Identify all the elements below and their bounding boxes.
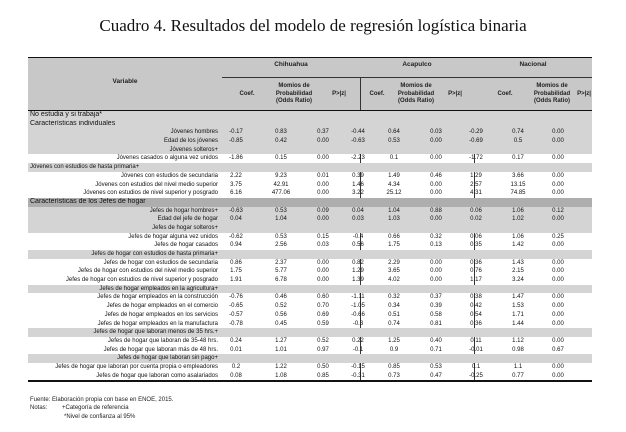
row-label: Jefes de hogar empleados en la manufactura bbox=[97, 320, 218, 327]
odds-cell: 0.98 bbox=[512, 346, 524, 353]
odds-cell: 6.78 bbox=[275, 277, 287, 284]
coef-cell: 0.06 bbox=[470, 207, 482, 214]
table-row bbox=[28, 154, 592, 163]
group-rule bbox=[360, 77, 474, 78]
row-label: Jóvenes con estudios de hasta primaria+ bbox=[30, 164, 140, 171]
odds-cell: 1.43 bbox=[512, 259, 524, 266]
row-label: Jóvenes con estudios de nivel superior y posgrado bbox=[83, 190, 218, 197]
row-label: Jefes de hogar que laboran de 35-48 hrs. bbox=[107, 337, 218, 344]
odds-cell: 2.37 bbox=[275, 259, 287, 266]
p-cell: 0.01 bbox=[317, 172, 329, 179]
odds-header bbox=[268, 83, 320, 106]
odds-cell: 0.52 bbox=[275, 303, 287, 310]
odds-header-line: (Odds Ratio) bbox=[276, 98, 312, 104]
odds-cell: 1.71 bbox=[512, 311, 524, 318]
row-label: Jefes de hogar con estudios de hasta primaria+ bbox=[91, 251, 218, 257]
odds-cell: 0.53 bbox=[275, 207, 287, 214]
p-cell: 0.00 bbox=[552, 181, 564, 188]
group-nacional bbox=[474, 58, 592, 110]
p-cell: 0.12 bbox=[552, 207, 564, 214]
odds-cell: 0.34 bbox=[388, 303, 400, 310]
table-row bbox=[28, 328, 592, 337]
p-cell: 0.00 bbox=[430, 277, 442, 284]
group-name: Chihuahua bbox=[274, 61, 308, 68]
coef-cell: -0.15 bbox=[351, 363, 365, 370]
table-row bbox=[28, 146, 592, 155]
p-cell: 0.00 bbox=[552, 242, 564, 249]
coef-cell: -0.62 bbox=[229, 233, 243, 240]
p-cell: 0.32 bbox=[430, 233, 442, 240]
odds-cell: 2.56 bbox=[275, 242, 287, 249]
p-cell: 0.03 bbox=[430, 129, 442, 136]
p-cell: 0.00 bbox=[430, 155, 442, 162]
table-row bbox=[28, 207, 592, 216]
odds-header bbox=[390, 83, 442, 106]
odds-cell: 74.85 bbox=[510, 190, 526, 197]
row-label: Jóvenes hombres bbox=[170, 129, 218, 136]
odds-cell: 1.1 bbox=[513, 363, 523, 370]
p-cell: 0.00 bbox=[552, 372, 564, 379]
coef-cell: 0.08 bbox=[230, 372, 242, 379]
p-cell: 0.15 bbox=[317, 233, 329, 240]
table-row bbox=[28, 354, 592, 363]
odds-cell: 1.22 bbox=[275, 363, 287, 370]
table-row bbox=[28, 250, 592, 259]
coef-cell: 0.36 bbox=[470, 320, 482, 327]
odds-cell: 1.03 bbox=[388, 216, 400, 223]
table-row bbox=[28, 224, 592, 233]
source-note: Fuente: Elaboración propia con base en ENOE, 2015. bbox=[30, 397, 174, 403]
p-cell: 0.00 bbox=[552, 320, 564, 327]
row-label: Jefes de hogar empleados en el comercio bbox=[106, 303, 218, 310]
coef-cell: 1.17 bbox=[470, 277, 482, 284]
coef-cell: 0.01 bbox=[230, 346, 242, 353]
coef-cell: 0.03 bbox=[352, 216, 364, 223]
row-label: Jefes de hogar solteros+ bbox=[152, 224, 218, 231]
row-label: Jóvenes solteros+ bbox=[169, 146, 218, 153]
group-rule bbox=[474, 77, 592, 78]
p-cell: 0.97 bbox=[317, 346, 329, 353]
notes-label: Notas: bbox=[30, 405, 48, 411]
coef-cell: 0.36 bbox=[470, 259, 482, 266]
p-cell: 0.00 bbox=[430, 216, 442, 223]
coef-cell: 6.16 bbox=[230, 190, 242, 197]
table-row bbox=[28, 276, 592, 285]
coef-header: Coef. bbox=[497, 91, 513, 97]
odds-cell: 2.15 bbox=[512, 268, 524, 275]
p-cell: 0.59 bbox=[317, 320, 329, 327]
p-cell: 0.00 bbox=[552, 268, 564, 275]
row-label: Jefes de hogar empleados en la construcción bbox=[97, 294, 218, 301]
p-cell: 0.00 bbox=[317, 181, 329, 188]
coef-cell: -0.44 bbox=[351, 129, 365, 136]
table-row bbox=[28, 137, 592, 146]
group-name: Acapulco bbox=[402, 61, 432, 68]
odds-cell: 1.47 bbox=[512, 294, 524, 301]
coef-cell: -0.66 bbox=[351, 311, 365, 318]
odds-cell: 0.66 bbox=[388, 233, 400, 240]
coef-cell: 0.86 bbox=[230, 259, 242, 266]
table-row bbox=[28, 363, 592, 372]
odds-cell: 1.08 bbox=[275, 372, 287, 379]
row-label: Jefes de hogar casados bbox=[154, 242, 218, 249]
odds-cell: 1.25 bbox=[388, 337, 400, 344]
p-cell: 0.00 bbox=[552, 138, 564, 145]
odds-cell: 1.01 bbox=[275, 346, 287, 353]
coef-cell: -0.01 bbox=[469, 346, 483, 353]
p-cell: 0.00 bbox=[317, 216, 329, 223]
odds-cell: 0.46 bbox=[275, 294, 287, 301]
p-cell: 0.00 bbox=[552, 277, 564, 284]
coef-cell: -0.69 bbox=[469, 138, 483, 145]
note-reference-category: +Categoría de referencia bbox=[62, 405, 129, 411]
table-row bbox=[28, 120, 592, 129]
p-cell: 0.47 bbox=[430, 372, 442, 379]
group-chihuahua bbox=[222, 58, 360, 110]
odds-cell: 0.56 bbox=[275, 311, 287, 318]
p-cell: 0.39 bbox=[430, 303, 442, 310]
odds-cell: 0.74 bbox=[388, 320, 400, 327]
table-row bbox=[28, 163, 592, 172]
p-cell: 0.00 bbox=[430, 268, 442, 275]
odds-header-line: Probabilidad bbox=[397, 90, 435, 97]
coef-cell: -0.78 bbox=[229, 320, 243, 327]
p-cell: 0.40 bbox=[430, 337, 442, 344]
p-cell: 0.00 bbox=[552, 303, 564, 310]
coef-cell: -0.4 bbox=[352, 233, 364, 240]
p-cell: 0.81 bbox=[430, 320, 442, 327]
row-label: Jefes de hogar que laboran sin pago+ bbox=[117, 355, 218, 362]
row-label: Edad del jefe de hogar bbox=[157, 216, 218, 223]
odds-cell: 42.91 bbox=[273, 181, 289, 188]
coef-cell: 0.82 bbox=[352, 259, 364, 266]
row-label: Jefes de hogar que laboran más de 48 hrs. bbox=[103, 346, 218, 353]
row-label: Jefes de hogar que laboran como asalariados bbox=[96, 372, 218, 379]
coef-cell: 0.38 bbox=[470, 294, 482, 301]
p-cell: 0.00 bbox=[552, 363, 564, 370]
table-row bbox=[28, 233, 592, 242]
p-cell: 0.00 bbox=[430, 190, 442, 197]
coef-cell: 3.22 bbox=[352, 190, 364, 197]
odds-cell: 0.15 bbox=[275, 155, 287, 162]
coef-cell: 0.04 bbox=[352, 207, 364, 214]
row-label: Jefes de hogar hombres+ bbox=[149, 207, 218, 214]
p-cell: 0.53 bbox=[430, 363, 442, 370]
coef-header: Coef. bbox=[369, 91, 385, 97]
odds-cell: 0.53 bbox=[275, 233, 287, 240]
table-row bbox=[28, 267, 592, 276]
odds-cell: 1.06 bbox=[512, 233, 524, 240]
coef-cell: -0.65 bbox=[229, 303, 243, 310]
note-confidence: *Nivel de confianza al 95% bbox=[64, 414, 136, 420]
odds-cell: 1.27 bbox=[275, 337, 287, 344]
coef-cell: 0.39 bbox=[352, 172, 364, 179]
row-label: Jóvenes con estudios de secundaria bbox=[120, 172, 218, 179]
odds-header-line: (Odds Ratio) bbox=[534, 98, 570, 104]
variable-header: Variable bbox=[112, 78, 138, 85]
coef-cell: 0.04 bbox=[230, 216, 242, 223]
odds-cell: 1.06 bbox=[512, 207, 524, 214]
p-cell: 0.00 bbox=[430, 138, 442, 145]
odds-cell: 1.75 bbox=[388, 242, 400, 249]
table-row bbox=[28, 372, 592, 381]
odds-cell: 1.49 bbox=[388, 172, 400, 179]
group-acapulco bbox=[360, 58, 474, 110]
coef-cell: 0.02 bbox=[470, 216, 482, 223]
p-cell: 0.50 bbox=[317, 363, 329, 370]
odds-cell: 9.23 bbox=[275, 172, 287, 179]
table-row bbox=[28, 189, 592, 198]
p-cell: 0.00 bbox=[552, 216, 564, 223]
table-row bbox=[28, 172, 592, 181]
odds-cell: 0.77 bbox=[512, 372, 524, 379]
coef-cell: 0.22 bbox=[352, 337, 364, 344]
coef-cell: 1.46 bbox=[352, 181, 364, 188]
coef-header: Coef. bbox=[239, 91, 255, 97]
row-label: Jefes de hogar con estudios de secundaria bbox=[103, 259, 218, 266]
coef-cell: -0.29 bbox=[469, 129, 483, 136]
p-cell: 0.60 bbox=[317, 294, 329, 301]
p-cell: 0.00 bbox=[430, 181, 442, 188]
odds-cell: 0.83 bbox=[275, 129, 287, 136]
coef-cell: 2.57 bbox=[470, 181, 482, 188]
p-cell: 0.00 bbox=[552, 337, 564, 344]
odds-cell: 25.12 bbox=[386, 190, 402, 197]
p-cell: 0.00 bbox=[552, 155, 564, 162]
table-body bbox=[28, 111, 592, 380]
coef-cell: -1.86 bbox=[229, 155, 243, 162]
odds-cell: 4.34 bbox=[388, 181, 400, 188]
row-label: Características de los Jefes de hogar bbox=[30, 197, 146, 205]
table-row bbox=[28, 311, 592, 320]
odds-header-line: Momios de bbox=[278, 83, 310, 89]
table-row bbox=[28, 285, 592, 294]
odds-header-line: Probabilidad bbox=[275, 90, 313, 97]
row-label: Jefes de hogar que laboran por cuenta propia o empleadores bbox=[55, 363, 218, 370]
row-label: Jefes de hogar alguna vez unidos bbox=[128, 233, 218, 240]
odds-cell: 0.64 bbox=[388, 129, 400, 136]
p-cell: 0.85 bbox=[317, 372, 329, 379]
table-row bbox=[28, 293, 592, 302]
odds-cell: 0.51 bbox=[388, 311, 400, 318]
table-row bbox=[28, 215, 592, 224]
coef-cell: -0.17 bbox=[229, 129, 243, 136]
table-row bbox=[28, 337, 592, 346]
group-name: Nacional bbox=[519, 61, 547, 68]
odds-cell: 3.66 bbox=[512, 172, 524, 179]
row-label: Jefes de hogar empleados en la agricultura+ bbox=[99, 285, 218, 292]
table-title: Cuadro 4. Resultados del modelo de regresión logística binaria bbox=[99, 16, 527, 35]
coef-cell: -1.05 bbox=[351, 303, 365, 310]
coef-cell: 0.56 bbox=[352, 242, 364, 249]
table-row bbox=[28, 302, 592, 311]
coef-cell: -1.11 bbox=[351, 294, 365, 301]
p-cell: 0.00 bbox=[317, 259, 329, 266]
table-row bbox=[28, 128, 592, 137]
odds-header-line: Probabilidad bbox=[533, 90, 571, 97]
odds-cell: 0.17 bbox=[512, 155, 524, 162]
odds-cell: 13.15 bbox=[510, 181, 526, 188]
coef-cell: -1.72 bbox=[469, 155, 483, 162]
row-label: Jóvenes casados o alguna vez unidos bbox=[116, 155, 218, 162]
coef-cell: 3.75 bbox=[230, 181, 242, 188]
table-row bbox=[28, 111, 592, 120]
p-cell: 0.58 bbox=[430, 311, 442, 318]
odds-cell: 1.44 bbox=[512, 320, 524, 327]
coef-cell: 0.76 bbox=[470, 268, 482, 275]
odds-cell: 0.1 bbox=[389, 155, 399, 162]
table-row bbox=[28, 241, 592, 250]
odds-header bbox=[526, 83, 578, 106]
table-row bbox=[28, 181, 592, 190]
odds-cell: 1.04 bbox=[388, 207, 400, 214]
p-cell: 0.00 bbox=[317, 277, 329, 284]
table-row bbox=[28, 320, 592, 329]
p-cell: 0.25 bbox=[552, 233, 564, 240]
p-cell: 0.00 bbox=[317, 190, 329, 197]
odds-cell: 1.42 bbox=[512, 242, 524, 249]
coef-cell: 0.35 bbox=[470, 242, 482, 249]
odds-cell: 0.9 bbox=[389, 346, 399, 353]
p-cell: 0.09 bbox=[317, 207, 329, 214]
row-label: Jefes de hogar con estudios de nivel superior y posgrado bbox=[65, 277, 218, 284]
coef-cell: 0.94 bbox=[230, 242, 242, 249]
p-cell: 0.00 bbox=[552, 172, 564, 179]
coef-cell: -0.57 bbox=[229, 311, 243, 318]
table-header bbox=[28, 57, 592, 111]
p-cell: 0.03 bbox=[317, 242, 329, 249]
coef-cell: 1.29 bbox=[470, 172, 482, 179]
coef-cell: -0.1 bbox=[352, 346, 364, 353]
coef-cell: 0.54 bbox=[470, 311, 482, 318]
row-label: Jefes de hogar empleados en los servicios bbox=[104, 311, 218, 318]
p-cell: 0.00 bbox=[430, 259, 442, 266]
table-row bbox=[28, 198, 592, 207]
row-label: Jefes de hogar que laboran menos de 35 hrs.+ bbox=[93, 329, 218, 336]
row-label: No estudia y si trabaja* bbox=[30, 111, 102, 118]
p-cell: 0.00 bbox=[317, 155, 329, 162]
p-cell: 0.69 bbox=[317, 311, 329, 318]
odds-cell: 1.53 bbox=[512, 303, 524, 310]
row-label: Edad de los jóvenes bbox=[163, 138, 218, 145]
p-cell: 0.00 bbox=[552, 294, 564, 301]
row-label: Jóvenes con estudios del nivel medio superior bbox=[95, 181, 218, 188]
p-cell: 0.71 bbox=[430, 346, 442, 353]
p-cell: 0.46 bbox=[430, 172, 442, 179]
group-rule bbox=[222, 77, 360, 78]
coef-cell: 1.29 bbox=[352, 268, 364, 275]
p-cell: 0.00 bbox=[552, 190, 564, 197]
odds-header-line: Momios de bbox=[536, 83, 568, 89]
coef-cell: -0.63 bbox=[229, 207, 243, 214]
odds-cell: 0.32 bbox=[388, 294, 400, 301]
coef-cell: -0.25 bbox=[469, 372, 483, 379]
odds-cell: 0.45 bbox=[275, 320, 287, 327]
odds-cell: 0.42 bbox=[275, 138, 287, 145]
odds-cell: 3.65 bbox=[388, 268, 400, 275]
coef-cell: 0.1 bbox=[471, 363, 481, 370]
p-header: P>|z| bbox=[448, 91, 462, 97]
p-cell: 0.13 bbox=[430, 242, 442, 249]
odds-cell: 5.77 bbox=[275, 268, 287, 275]
coef-cell: 0.06 bbox=[470, 233, 482, 240]
odds-cell: 1.12 bbox=[512, 337, 524, 344]
p-header: P>|z| bbox=[332, 91, 346, 97]
table-bottom-rule bbox=[28, 380, 592, 382]
coef-cell: 0.24 bbox=[230, 337, 242, 344]
coef-cell: -0.63 bbox=[351, 138, 365, 145]
regression-table bbox=[28, 57, 592, 382]
p-cell: 0.00 bbox=[317, 138, 329, 145]
odds-cell: 4.02 bbox=[388, 277, 400, 284]
coef-cell: 4.31 bbox=[470, 190, 482, 197]
odds-cell: 0.5 bbox=[513, 138, 523, 145]
odds-cell: 1.02 bbox=[512, 216, 524, 223]
p-cell: 0.37 bbox=[317, 129, 329, 136]
p-cell: 0.00 bbox=[552, 259, 564, 266]
odds-cell: 0.53 bbox=[388, 138, 400, 145]
odds-cell: 0.74 bbox=[512, 129, 524, 136]
coef-cell: 2.22 bbox=[230, 172, 242, 179]
p-cell: 0.67 bbox=[552, 346, 564, 353]
p-cell: 0.00 bbox=[552, 129, 564, 136]
p-header: P>|z| bbox=[577, 91, 591, 97]
coef-cell: 1.75 bbox=[230, 268, 242, 275]
odds-cell: 1.04 bbox=[275, 216, 287, 223]
p-cell: 0.88 bbox=[430, 207, 442, 214]
p-cell: 0.00 bbox=[317, 268, 329, 275]
odds-cell: 0.73 bbox=[388, 372, 400, 379]
odds-cell: 2.29 bbox=[388, 259, 400, 266]
coef-cell: 0.42 bbox=[470, 303, 482, 310]
coef-cell: 1.91 bbox=[230, 277, 242, 284]
table-row bbox=[28, 346, 592, 355]
row-label: Jefes de hogar con estudios del nivel medio superior bbox=[77, 268, 218, 275]
p-cell: 0.00 bbox=[552, 311, 564, 318]
coef-cell: -2.23 bbox=[351, 155, 365, 162]
odds-cell: 3.24 bbox=[512, 277, 524, 284]
row-label: Características individuales bbox=[30, 119, 116, 127]
coef-cell: -0.85 bbox=[229, 138, 243, 145]
p-cell: 0.70 bbox=[317, 303, 329, 310]
table-row bbox=[28, 259, 592, 268]
p-cell: 0.37 bbox=[430, 294, 442, 301]
coef-cell: 0.2 bbox=[231, 363, 241, 370]
odds-header-line: Momios de bbox=[400, 83, 432, 89]
coef-cell: 1.39 bbox=[352, 277, 364, 284]
odds-header-line: (Odds Ratio) bbox=[398, 98, 434, 104]
odds-cell: 477.06 bbox=[271, 190, 291, 197]
coef-cell: -0.3 bbox=[352, 320, 364, 327]
coef-cell: 0.11 bbox=[470, 337, 482, 344]
coef-cell: -0.31 bbox=[351, 372, 365, 379]
p-cell: 0.52 bbox=[317, 337, 329, 344]
odds-cell: 0.85 bbox=[388, 363, 400, 370]
coef-cell: -0.76 bbox=[229, 294, 243, 301]
